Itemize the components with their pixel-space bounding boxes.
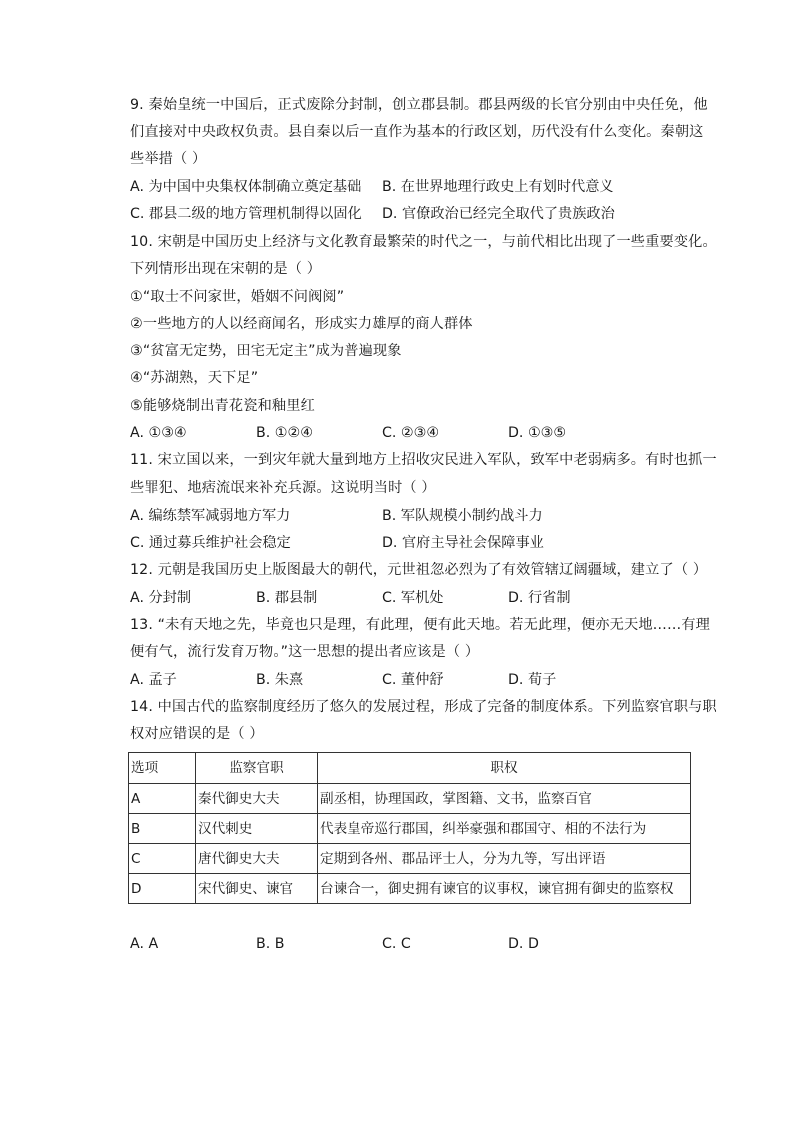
q14-row-a-office: 秦代御史大夫 <box>196 784 318 814</box>
q13-option-b: B. 朱熹 <box>256 672 304 688</box>
q10-item-2: ②一些地方的人以经商闻名，形成实力雄厚的商人群体 <box>130 316 473 332</box>
q14-table-row <box>129 844 691 874</box>
q14-row-c-power: 定期到各州、郡品评士人，分为九等，写出评语 <box>318 844 691 874</box>
q10-item-1: ①“取士不问家世，婚姻不问阀阅” <box>130 289 345 305</box>
q11-option-d: D. 官府主导社会保障事业 <box>382 535 544 551</box>
q9-stem-line-1: 9. 秦始皇统一中国后，正式废除分封制，创立郡县制。郡县两级的长官分别由中央任免，他 <box>130 97 708 113</box>
q14-header-office: 监察官职 <box>196 753 318 784</box>
q10-option-d: D. ①③⑤ <box>508 425 567 441</box>
q14-row-d-power: 台谏合一，御史拥有谏官的议事权，谏官拥有御史的监察权 <box>318 874 691 904</box>
q14-option-a: A. A <box>130 936 159 952</box>
q14-row-a-power: 副丞相，协理国政，掌图籍、文书，监察百官 <box>318 784 691 814</box>
q9-option-b: B. 在世界地理行政史上有划时代意义 <box>382 179 614 195</box>
q11-option-c: C. 通过募兵维护社会稳定 <box>130 535 291 551</box>
q14-header-power: 职权 <box>318 753 691 784</box>
q13-option-d: D. 荀子 <box>508 672 557 688</box>
q12-option-b: B. 郡县制 <box>256 590 318 606</box>
q10-option-c: C. ②③④ <box>382 425 440 441</box>
q14-row-b-power: 代表皇帝巡行郡国，纠举豪强和郡国守、相的不法行为 <box>318 814 691 844</box>
q11-option-a: A. 编练禁军减弱地方军力 <box>130 508 291 524</box>
q9-option-a: A. 为中国中央集权体制确立奠定基础 <box>130 179 362 195</box>
q14-table-row <box>129 784 691 814</box>
q9-option-c: C. 郡县二级的地方管理机制得以固化 <box>130 206 362 222</box>
q10-item-3: ③“贫富无定势，田宅无定主”成为普遍现象 <box>130 343 402 359</box>
q10-option-a: A. ①③④ <box>130 425 187 441</box>
q14-stem-line-1: 14. 中国古代的监察制度经历了悠久的发展过程，形成了完备的制度体系。下列监察官职与职 <box>130 699 717 715</box>
q14-row-c-option: C <box>129 844 196 874</box>
q11-stem-line-2: 些罪犯、地痞流氓来补充兵源。这说明当时（ ） <box>130 480 436 496</box>
q13-option-a: A. 孟子 <box>130 672 177 688</box>
q14-row-b-option: B <box>129 814 196 844</box>
q12-option-a: A. 分封制 <box>130 590 192 606</box>
q9-option-d: D. 官僚政治已经完全取代了贵族政治 <box>382 206 615 222</box>
q14-stem-line-2: 权对应错误的是（ ） <box>130 726 264 742</box>
q11-stem-line-1: 11. 宋立国以来，一到灾年就大量到地方上招收灾民进入军队，致军中老弱病多。有时也抓一 <box>130 452 717 468</box>
q10-option-b: B. ①②④ <box>256 425 313 441</box>
q14-row-a-option: A <box>129 784 196 814</box>
q9-stem-line-3: 些举措（ ） <box>130 151 207 167</box>
q14-option-b: B. B <box>256 936 285 952</box>
q12-stem-line-1: 12. 元朝是我国历史上版图最大的朝代，元世祖忽必烈为了有效管辖辽阔疆域，建立了（ ） <box>130 562 708 578</box>
q10-item-5: ⑤能够烧制出青花瓷和釉里红 <box>130 398 315 414</box>
q14-row-b-office: 汉代刺史 <box>196 814 318 844</box>
q9-stem-line-2: 们直接对中央政权负责。县自秦以后一直作为基本的行政区划，历代没有什么变化。秦朝这 <box>130 124 704 140</box>
q12-option-c: C. 军机处 <box>382 590 444 606</box>
q14-header-option: 选项 <box>129 753 196 784</box>
q14-table-header-row <box>129 753 691 784</box>
q13-stem-line-2: 便有气，流行发育万物。”这一思想的提出者应该是（ ） <box>130 644 480 660</box>
q13-option-c: C. 董仲舒 <box>382 672 444 688</box>
q14-table-row <box>129 814 691 844</box>
q14-table <box>128 752 691 904</box>
q10-stem-line-2: 下列情形出现在宋朝的是（ ） <box>130 261 322 277</box>
q14-row-d-option: D <box>129 874 196 904</box>
q12-option-d: D. 行省制 <box>508 590 571 606</box>
q14-option-d: D. D <box>508 936 539 952</box>
q14-table-row <box>129 874 691 904</box>
q10-stem-line-1: 10. 宋朝是中国历史上经济与文化教育最繁荣的时代之一，与前代相比出现了一些重要变化。 <box>130 234 717 250</box>
q13-stem-line-1: 13. “未有天地之先，毕竟也只是理，有此理，便有此天地。若无此理，便亦无天地……有理 <box>130 617 711 633</box>
q14-row-c-office: 唐代御史大夫 <box>196 844 318 874</box>
q10-item-4: ④“苏湖熟，天下足” <box>130 370 259 386</box>
q11-option-b: B. 军队规模小制约战斗力 <box>382 508 543 524</box>
q14-option-c: C. C <box>382 936 411 952</box>
q14-row-d-office: 宋代御史、谏官 <box>196 874 318 904</box>
